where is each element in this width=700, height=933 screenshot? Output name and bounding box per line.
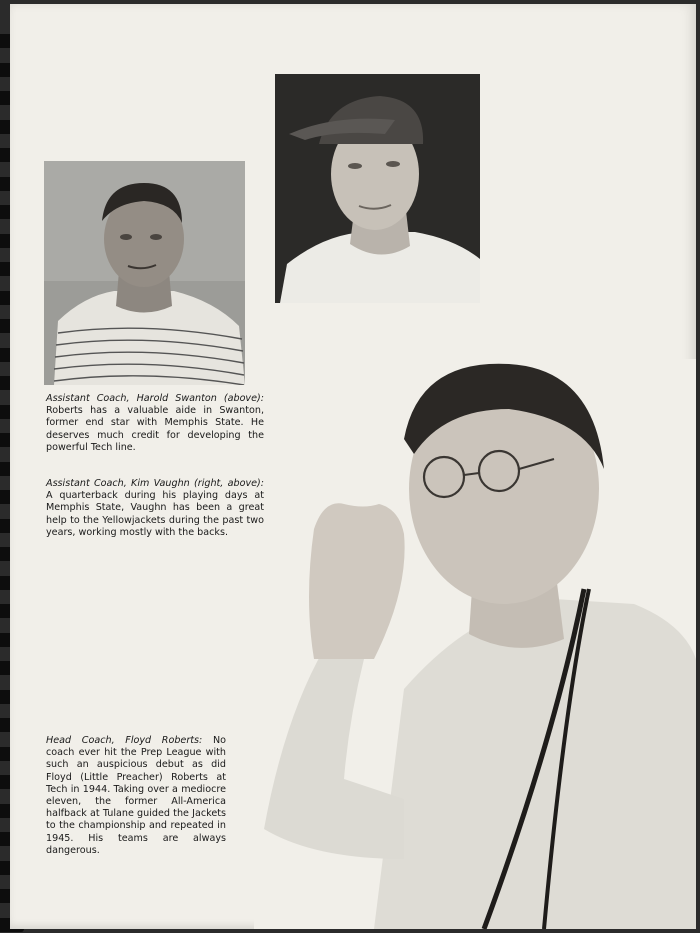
swanton-caption (46, 393, 264, 454)
yearbook-page (10, 4, 696, 929)
vaughn-caption-lead: Assistant Coach, Kim Vaughn (right, above): (46, 478, 264, 489)
swanton-caption-lead: Assistant Coach, Harold Swanton (above): (46, 393, 264, 404)
roberts-caption (46, 735, 226, 857)
vaughn-caption-body: A quarterback during his playing days at Memphis State, Vaughn has been a great help to the Yellowjackets during the past two years, working mostly with the backs. (46, 490, 264, 538)
vaughn-caption (46, 478, 264, 539)
swanton-photo (44, 161, 245, 385)
roberts-photo (254, 359, 696, 929)
vaughn-photo (275, 74, 480, 303)
roberts-caption-body: No coach ever hit the Prep League with such an auspicious debut as did Floyd (Little Preacher) Roberts at Tech in 1944. Taking over a mediocre eleven, the former All-America halfback at Tulane guided the Jackets to the championship and repeated in 1945. His teams are always dangerous. (46, 735, 226, 856)
swanton-caption-body: Roberts has a valuable aide in Swanton, former end star with Memphis State. He deserves much credit for developing the powerful Tech line. (46, 405, 264, 453)
roberts-caption-lead: Head Coach, Floyd Roberts: (46, 735, 203, 746)
